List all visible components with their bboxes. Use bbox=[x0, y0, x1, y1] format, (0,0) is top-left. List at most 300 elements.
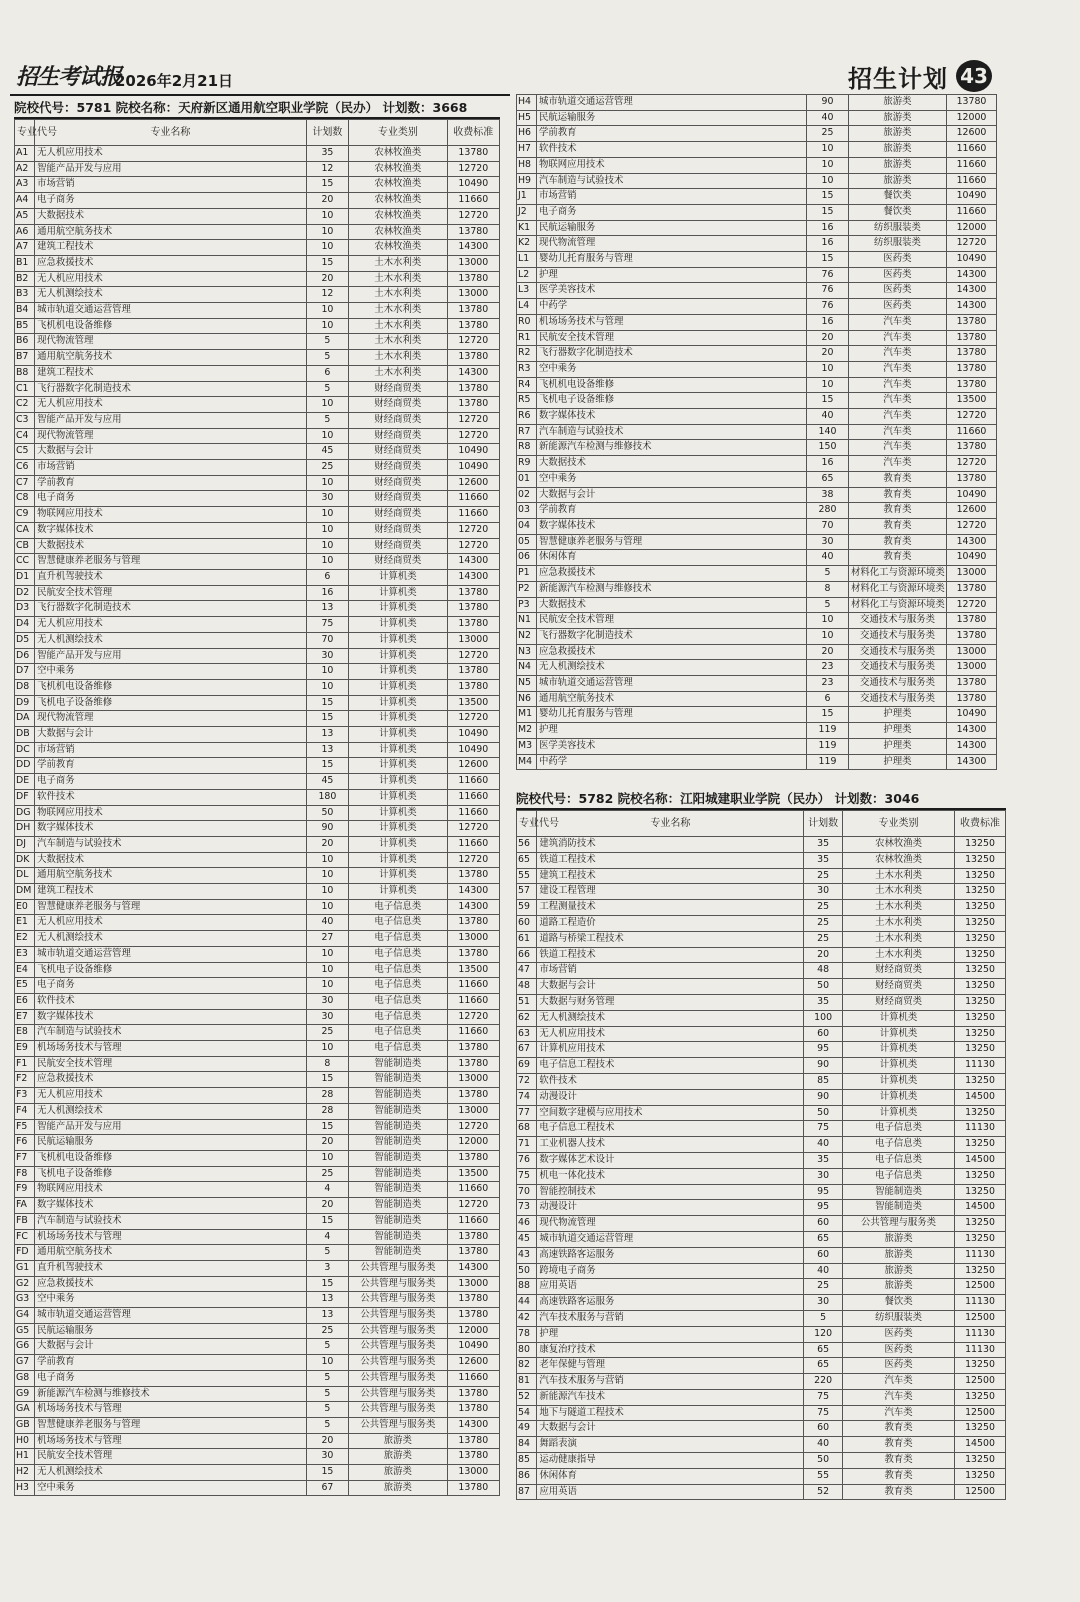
major-name: 电子商务 bbox=[35, 774, 307, 790]
major-name: 医学美容技术 bbox=[537, 738, 807, 754]
major-code: F2 bbox=[15, 1072, 35, 1088]
tuition-fee: 14300 bbox=[447, 1417, 499, 1433]
major-category: 旅游类 bbox=[349, 1465, 448, 1481]
table-row bbox=[15, 1433, 500, 1449]
major-code: C2 bbox=[15, 397, 35, 413]
major-code: B6 bbox=[15, 334, 35, 350]
major-category: 医药类 bbox=[849, 252, 947, 268]
table-row bbox=[15, 601, 500, 617]
plan-quota: 20 bbox=[306, 1433, 348, 1449]
major-category: 教育类 bbox=[842, 1468, 954, 1484]
major-name: 物联网应用技术 bbox=[35, 805, 307, 821]
major-name: 飞机电子设备维修 bbox=[35, 962, 307, 978]
major-category: 公共管理与服务类 bbox=[349, 1276, 448, 1292]
major-category: 计算机类 bbox=[349, 868, 448, 884]
table-row bbox=[15, 805, 500, 821]
major-name: 建设工程管理 bbox=[537, 884, 804, 900]
col-quota-header: 计划数 bbox=[804, 811, 843, 837]
tuition-fee: 13250 bbox=[955, 1105, 1006, 1121]
major-category: 财经商贸类 bbox=[349, 507, 448, 523]
plan-quota: 13 bbox=[306, 601, 348, 617]
col-code-header: 专业代号 bbox=[15, 120, 35, 146]
major-code: A4 bbox=[15, 193, 35, 209]
major-category: 纺织服装类 bbox=[849, 220, 947, 236]
table-row bbox=[517, 581, 997, 597]
major-category: 财经商贸类 bbox=[842, 963, 954, 979]
major-code: L2 bbox=[517, 267, 537, 283]
major-code: F4 bbox=[15, 1103, 35, 1119]
tuition-fee: 13780 bbox=[447, 381, 499, 397]
major-category: 财经商贸类 bbox=[349, 397, 448, 413]
major-name: 民航安全技术管理 bbox=[35, 585, 307, 601]
major-category: 土木水利类 bbox=[842, 931, 954, 947]
plan-quota: 10 bbox=[306, 899, 348, 915]
tuition-fee: 13780 bbox=[447, 318, 499, 334]
major-code: A6 bbox=[15, 224, 35, 240]
major-code: C4 bbox=[15, 428, 35, 444]
major-category: 电子信息类 bbox=[842, 1152, 954, 1168]
tuition-fee: 12720 bbox=[447, 334, 499, 350]
major-code: DF bbox=[15, 789, 35, 805]
major-name: 地下与隧道工程技术 bbox=[537, 1405, 804, 1421]
plan-quota: 280 bbox=[807, 503, 849, 519]
major-name: 民航运输服务 bbox=[35, 1135, 307, 1151]
tuition-fee: 13780 bbox=[447, 601, 499, 617]
major-code: R6 bbox=[517, 409, 537, 425]
tuition-fee: 13780 bbox=[447, 915, 499, 931]
tuition-fee: 13000 bbox=[447, 255, 499, 271]
major-category: 餐饮类 bbox=[849, 189, 947, 205]
major-category: 计算机类 bbox=[349, 774, 448, 790]
tuition-fee: 13780 bbox=[947, 377, 997, 393]
tuition-fee: 13780 bbox=[447, 1229, 499, 1245]
major-code: E0 bbox=[15, 899, 35, 915]
table-row bbox=[517, 95, 997, 111]
tuition-fee: 13000 bbox=[447, 632, 499, 648]
major-code: A1 bbox=[15, 146, 35, 162]
plan-quota: 10 bbox=[306, 507, 348, 523]
major-code: 57 bbox=[517, 884, 537, 900]
plan-quota: 67 bbox=[306, 1480, 348, 1496]
tuition-fee: 13780 bbox=[947, 613, 997, 629]
major-name: 老年保健与管理 bbox=[537, 1358, 804, 1374]
major-category: 公共管理与服务类 bbox=[349, 1323, 448, 1339]
major-code: 85 bbox=[517, 1453, 537, 1469]
table-row bbox=[15, 412, 500, 428]
tuition-fee: 11660 bbox=[447, 978, 499, 994]
major-category: 旅游类 bbox=[849, 142, 947, 158]
major-category: 材料化工与资源环境类 bbox=[849, 566, 947, 582]
major-code: H2 bbox=[15, 1465, 35, 1481]
major-name: 新能源汽车检测与维修技术 bbox=[537, 581, 807, 597]
major-name: 护理 bbox=[537, 1326, 804, 1342]
major-code: B2 bbox=[15, 271, 35, 287]
tuition-fee: 13250 bbox=[955, 915, 1006, 931]
major-code: B8 bbox=[15, 365, 35, 381]
major-category: 旅游类 bbox=[349, 1433, 448, 1449]
major-code: D2 bbox=[15, 585, 35, 601]
table-row bbox=[15, 1009, 500, 1025]
plan-quota: 15 bbox=[306, 711, 348, 727]
plan-quota: 10 bbox=[306, 522, 348, 538]
major-name: 机场场务技术与管理 bbox=[537, 314, 807, 330]
major-name: 数字媒体技术 bbox=[35, 522, 307, 538]
plan-quota: 28 bbox=[306, 1088, 348, 1104]
plan-quota: 15 bbox=[306, 177, 348, 193]
tuition-fee: 12720 bbox=[447, 1198, 499, 1214]
major-name: 通用航空航务技术 bbox=[35, 350, 307, 366]
table-row bbox=[517, 837, 1006, 853]
plan-quota: 10 bbox=[306, 1355, 348, 1371]
major-code: 66 bbox=[517, 947, 537, 963]
major-name: 数字媒体技术 bbox=[537, 409, 807, 425]
major-category: 计算机类 bbox=[349, 727, 448, 743]
table-row bbox=[15, 978, 500, 994]
table-row bbox=[15, 585, 500, 601]
major-name: 物联网应用技术 bbox=[35, 1182, 307, 1198]
plan-quota: 16 bbox=[807, 456, 849, 472]
table-row bbox=[517, 1010, 1006, 1026]
table-row bbox=[517, 566, 997, 582]
plan-quota: 5 bbox=[306, 412, 348, 428]
major-name: 数字媒体技术 bbox=[35, 821, 307, 837]
major-category: 农林牧渔类 bbox=[349, 146, 448, 162]
plan-quota: 25 bbox=[306, 1166, 348, 1182]
plan-quota: 40 bbox=[807, 550, 849, 566]
tuition-fee: 12000 bbox=[947, 220, 997, 236]
major-category: 计算机类 bbox=[842, 1010, 954, 1026]
major-code: 45 bbox=[517, 1231, 537, 1247]
plan-quota: 10 bbox=[306, 240, 348, 256]
tuition-fee: 13780 bbox=[447, 1056, 499, 1072]
tuition-fee: 14300 bbox=[947, 299, 997, 315]
major-category: 公共管理与服务类 bbox=[349, 1370, 448, 1386]
tuition-fee: 10490 bbox=[947, 189, 997, 205]
major-name: 无人机测绘技术 bbox=[35, 931, 307, 947]
table-row bbox=[15, 789, 500, 805]
school1-column-left bbox=[14, 98, 500, 1496]
tuition-fee: 10490 bbox=[947, 707, 997, 723]
major-category: 教育类 bbox=[842, 1484, 954, 1500]
major-code: DE bbox=[15, 774, 35, 790]
plan-quota: 15 bbox=[807, 393, 849, 409]
table-row bbox=[517, 723, 997, 739]
tuition-fee: 12720 bbox=[447, 1009, 499, 1025]
major-code: C3 bbox=[15, 412, 35, 428]
tuition-fee: 13250 bbox=[955, 1468, 1006, 1484]
table-row bbox=[517, 440, 997, 456]
major-name: 城市轨道交通运营管理 bbox=[35, 1308, 307, 1324]
major-name: 舞蹈表演 bbox=[537, 1437, 804, 1453]
table-row bbox=[15, 522, 500, 538]
major-code: 54 bbox=[517, 1405, 537, 1421]
table-row bbox=[15, 1465, 500, 1481]
tuition-fee: 11660 bbox=[447, 774, 499, 790]
major-category: 土木水利类 bbox=[349, 287, 448, 303]
tuition-fee: 13780 bbox=[947, 628, 997, 644]
major-code: D7 bbox=[15, 664, 35, 680]
major-code: 06 bbox=[517, 550, 537, 566]
major-name: 民航运输服务 bbox=[537, 110, 807, 126]
major-name: 无人机测绘技术 bbox=[537, 660, 807, 676]
school2-header: 院校代号：5782 院校名称：江阳城建职业学院（民办） 计划数：3046 bbox=[516, 789, 1006, 810]
major-name: 飞行器数字化制造技术 bbox=[537, 346, 807, 362]
major-code: R7 bbox=[517, 424, 537, 440]
major-category: 财经商贸类 bbox=[842, 979, 954, 995]
major-name: 飞行器数字化制造技术 bbox=[35, 601, 307, 617]
major-category: 计算机类 bbox=[349, 711, 448, 727]
major-code: DH bbox=[15, 821, 35, 837]
major-name: 城市轨道交通运营管理 bbox=[35, 303, 307, 319]
table-row bbox=[15, 664, 500, 680]
tuition-fee: 11660 bbox=[447, 805, 499, 821]
major-code: 87 bbox=[517, 1484, 537, 1500]
major-code: D8 bbox=[15, 679, 35, 695]
major-code: E7 bbox=[15, 1009, 35, 1025]
major-category: 汽车类 bbox=[842, 1405, 954, 1421]
major-code: M3 bbox=[517, 738, 537, 754]
major-code: 62 bbox=[517, 1010, 537, 1026]
tuition-fee: 12600 bbox=[947, 126, 997, 142]
plan-quota: 40 bbox=[306, 915, 348, 931]
tuition-fee: 13780 bbox=[947, 471, 997, 487]
tuition-fee: 13250 bbox=[955, 1073, 1006, 1089]
major-name: 智能控制技术 bbox=[537, 1184, 804, 1200]
plan-quota: 10 bbox=[306, 884, 348, 900]
table-row bbox=[517, 236, 997, 252]
plan-quota: 60 bbox=[804, 1216, 843, 1232]
major-name: 应急救援技术 bbox=[35, 255, 307, 271]
plan-quota: 20 bbox=[807, 346, 849, 362]
major-category: 汽车类 bbox=[849, 456, 947, 472]
major-category: 公共管理与服务类 bbox=[349, 1339, 448, 1355]
plan-quota: 76 bbox=[807, 267, 849, 283]
major-category: 公共管理与服务类 bbox=[349, 1292, 448, 1308]
plan-quota: 15 bbox=[306, 695, 348, 711]
plan-quota: 25 bbox=[804, 1279, 843, 1295]
major-category: 农林牧渔类 bbox=[349, 240, 448, 256]
major-name: 无人机应用技术 bbox=[537, 1026, 804, 1042]
plan-quota: 30 bbox=[306, 993, 348, 1009]
major-code: 50 bbox=[517, 1263, 537, 1279]
tuition-fee: 14300 bbox=[947, 754, 997, 770]
plan-quota: 15 bbox=[807, 189, 849, 205]
plan-quota: 25 bbox=[306, 1323, 348, 1339]
table-row bbox=[15, 1370, 500, 1386]
table-row bbox=[15, 993, 500, 1009]
major-category: 土木水利类 bbox=[842, 900, 954, 916]
major-code: 59 bbox=[517, 900, 537, 916]
table-row bbox=[15, 444, 500, 460]
tuition-fee: 11660 bbox=[447, 836, 499, 852]
tuition-fee: 13780 bbox=[447, 1433, 499, 1449]
major-name: 城市轨道交通运营管理 bbox=[537, 676, 807, 692]
plan-quota: 13 bbox=[306, 1308, 348, 1324]
tuition-fee: 13250 bbox=[955, 1421, 1006, 1437]
major-name: 中药学 bbox=[537, 299, 807, 315]
major-code: CA bbox=[15, 522, 35, 538]
table-row bbox=[15, 350, 500, 366]
tuition-fee: 13250 bbox=[955, 947, 1006, 963]
tuition-fee: 13000 bbox=[447, 931, 499, 947]
major-code: 84 bbox=[517, 1437, 537, 1453]
major-category: 计算机类 bbox=[349, 789, 448, 805]
major-code: DL bbox=[15, 868, 35, 884]
table-row bbox=[15, 146, 500, 162]
plan-quota: 20 bbox=[804, 947, 843, 963]
major-name: 飞机机电设备维修 bbox=[537, 377, 807, 393]
table-row bbox=[15, 711, 500, 727]
major-code: 88 bbox=[517, 1279, 537, 1295]
plan-quota: 5 bbox=[306, 1417, 348, 1433]
plan-quota: 95 bbox=[804, 1042, 843, 1058]
plan-quota: 5 bbox=[306, 1402, 348, 1418]
plan-quota: 10 bbox=[306, 303, 348, 319]
plan-quota: 150 bbox=[807, 440, 849, 456]
school1-table-right bbox=[516, 94, 997, 770]
major-code: R8 bbox=[517, 440, 537, 456]
table-row bbox=[15, 632, 500, 648]
major-name: 建筑工程技术 bbox=[35, 240, 307, 256]
tuition-fee: 12720 bbox=[447, 852, 499, 868]
major-name: 中药学 bbox=[537, 754, 807, 770]
tuition-fee: 14300 bbox=[447, 1260, 499, 1276]
plan-quota: 35 bbox=[306, 146, 348, 162]
tuition-fee: 14500 bbox=[955, 1152, 1006, 1168]
table-row bbox=[15, 318, 500, 334]
major-category: 护理类 bbox=[849, 723, 947, 739]
major-category: 汽车类 bbox=[849, 361, 947, 377]
major-name: 无人机应用技术 bbox=[35, 1088, 307, 1104]
table-row bbox=[517, 1184, 1006, 1200]
major-name: 应急救援技术 bbox=[537, 644, 807, 660]
school1-column-right bbox=[516, 94, 996, 770]
tuition-fee: 12720 bbox=[447, 412, 499, 428]
plan-quota: 20 bbox=[807, 644, 849, 660]
plan-quota: 10 bbox=[306, 475, 348, 491]
major-category: 财经商贸类 bbox=[349, 538, 448, 554]
major-category: 旅游类 bbox=[849, 173, 947, 189]
major-name: 汽车技术服务与营销 bbox=[537, 1374, 804, 1390]
major-name: 无人机应用技术 bbox=[35, 271, 307, 287]
tuition-fee: 13250 bbox=[955, 1026, 1006, 1042]
school1-table-left bbox=[14, 119, 500, 1496]
plan-quota: 25 bbox=[804, 900, 843, 916]
table-row bbox=[15, 1151, 500, 1167]
major-code: N2 bbox=[517, 628, 537, 644]
tuition-fee: 13250 bbox=[955, 1453, 1006, 1469]
col-fee-header: 收费标准 bbox=[447, 120, 499, 146]
table-row bbox=[517, 252, 997, 268]
major-name: 学前教育 bbox=[537, 503, 807, 519]
tuition-fee: 13250 bbox=[955, 884, 1006, 900]
tuition-fee: 13780 bbox=[447, 664, 499, 680]
plan-quota: 15 bbox=[306, 1072, 348, 1088]
major-name: 飞机机电设备维修 bbox=[35, 679, 307, 695]
plan-quota: 5 bbox=[807, 597, 849, 613]
table-row bbox=[15, 868, 500, 884]
major-code: M2 bbox=[517, 723, 537, 739]
plan-quota: 10 bbox=[306, 1151, 348, 1167]
plan-quota: 23 bbox=[807, 660, 849, 676]
major-code: C5 bbox=[15, 444, 35, 460]
plan-quota: 13 bbox=[306, 727, 348, 743]
major-name: 电子商务 bbox=[35, 193, 307, 209]
major-name: 电子信息工程技术 bbox=[537, 1121, 804, 1137]
table-row bbox=[517, 931, 1006, 947]
major-code: H9 bbox=[517, 173, 537, 189]
table-row bbox=[517, 1058, 1006, 1074]
major-code: G5 bbox=[15, 1323, 35, 1339]
major-category: 电子信息类 bbox=[349, 962, 448, 978]
plan-quota: 10 bbox=[306, 946, 348, 962]
major-category: 电子信息类 bbox=[349, 915, 448, 931]
major-name: 现代物流管理 bbox=[537, 1216, 804, 1232]
major-category: 电子信息类 bbox=[349, 899, 448, 915]
tuition-fee: 13780 bbox=[447, 1041, 499, 1057]
table-row bbox=[517, 1374, 1006, 1390]
table-row bbox=[517, 1453, 1006, 1469]
major-name: 软件技术 bbox=[537, 142, 807, 158]
table-row bbox=[15, 365, 500, 381]
major-name: 学前教育 bbox=[537, 126, 807, 142]
plan-quota: 85 bbox=[804, 1073, 843, 1089]
major-code: E4 bbox=[15, 962, 35, 978]
major-category: 计算机类 bbox=[349, 805, 448, 821]
table-row bbox=[15, 1025, 500, 1041]
major-category: 电子信息类 bbox=[349, 946, 448, 962]
major-code: P2 bbox=[517, 581, 537, 597]
col-category-header: 专业类别 bbox=[842, 811, 954, 837]
major-name: 铁道工程技术 bbox=[537, 947, 804, 963]
tuition-fee: 12720 bbox=[447, 428, 499, 444]
major-category: 土木水利类 bbox=[349, 303, 448, 319]
table-row bbox=[15, 1355, 500, 1371]
plan-quota: 10 bbox=[306, 397, 348, 413]
major-name: 市场营销 bbox=[537, 963, 804, 979]
major-category: 汽车类 bbox=[849, 440, 947, 456]
major-name: 大数据与财务管理 bbox=[537, 994, 804, 1010]
tuition-fee: 11660 bbox=[447, 1370, 499, 1386]
major-category: 计算机类 bbox=[349, 664, 448, 680]
major-category: 智能制造类 bbox=[349, 1166, 448, 1182]
table-row bbox=[15, 1260, 500, 1276]
major-code: 86 bbox=[517, 1468, 537, 1484]
table-row bbox=[15, 224, 500, 240]
major-code: 78 bbox=[517, 1326, 537, 1342]
tuition-fee: 13250 bbox=[955, 1263, 1006, 1279]
major-code: G4 bbox=[15, 1308, 35, 1324]
major-category: 土木水利类 bbox=[349, 271, 448, 287]
major-name: 工程测量技术 bbox=[537, 900, 804, 916]
table-row bbox=[517, 963, 1006, 979]
plan-quota: 10 bbox=[306, 318, 348, 334]
col-category-header: 专业类别 bbox=[349, 120, 448, 146]
major-category: 旅游类 bbox=[849, 95, 947, 111]
plan-quota: 25 bbox=[804, 931, 843, 947]
major-name: 城市轨道交通运营管理 bbox=[35, 946, 307, 962]
major-category: 汽车类 bbox=[849, 314, 947, 330]
major-code: 82 bbox=[517, 1358, 537, 1374]
table-row bbox=[517, 900, 1006, 916]
plan-quota: 40 bbox=[807, 409, 849, 425]
major-name: 通用航空航务技术 bbox=[35, 1245, 307, 1261]
table-row bbox=[517, 1326, 1006, 1342]
major-name: 无人机测绘技术 bbox=[35, 1465, 307, 1481]
table-row bbox=[15, 1166, 500, 1182]
tuition-fee: 12500 bbox=[955, 1405, 1006, 1421]
major-code: N6 bbox=[517, 691, 537, 707]
